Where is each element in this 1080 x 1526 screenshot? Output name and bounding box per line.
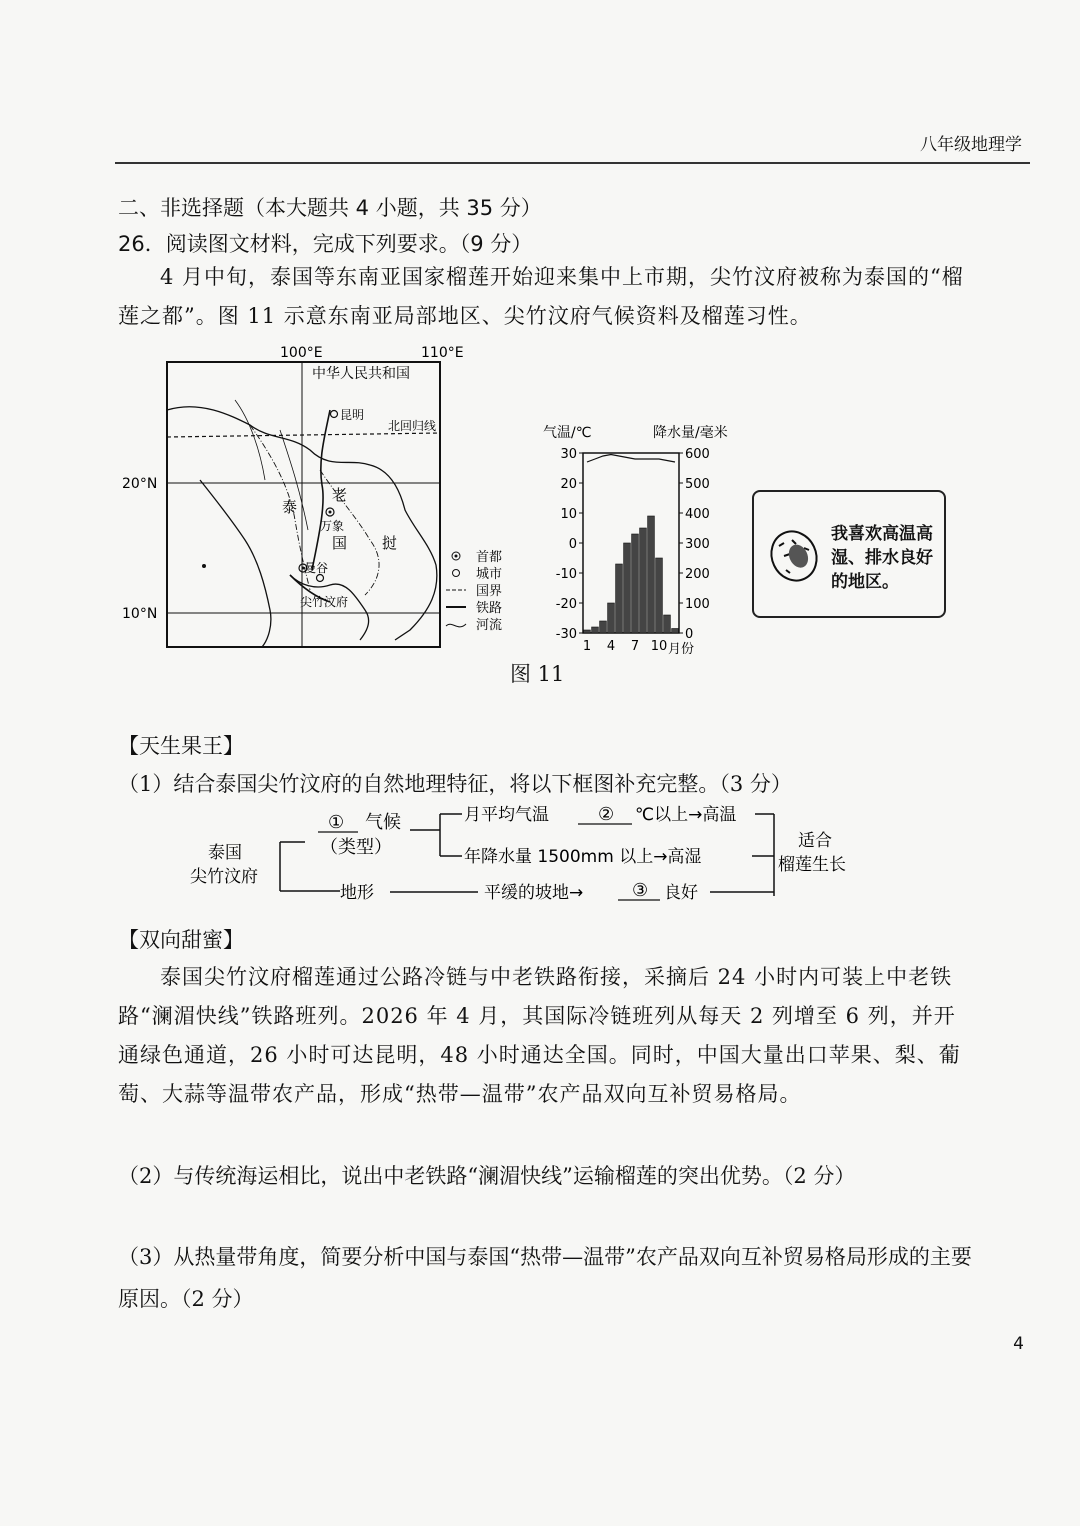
precip-bar — [600, 621, 607, 633]
y-left-tick-label: 30 — [560, 447, 577, 462]
climate-label: 气候 — [365, 812, 401, 833]
terrain-suffix: 良好 — [664, 883, 698, 903]
precip-bar — [656, 558, 663, 633]
precip-bar — [640, 528, 647, 633]
x-tick-label: 4 — [606, 639, 616, 654]
svg-text:国界: 国界 — [476, 584, 503, 599]
x-tick-label: 10 — [650, 639, 668, 654]
chanthaburi-marker — [317, 575, 324, 582]
y-left-tick-label: -10 — [555, 567, 577, 582]
precip-bar — [616, 564, 623, 633]
svg-text:城市: 城市 — [476, 567, 503, 582]
label-china: 中华人民共和国 — [312, 366, 410, 382]
label-tropic: 北回归线 — [388, 419, 437, 433]
figure-caption: 图 11 — [510, 662, 565, 686]
flow-left-2: 尖竹汶府 — [190, 867, 258, 887]
precip-bar — [632, 534, 639, 633]
precip-bar — [648, 516, 655, 633]
result-2: 榴莲生长 — [778, 855, 846, 875]
y-right-tick-label: 300 — [685, 537, 710, 552]
result-1: 适合 — [798, 831, 832, 851]
intro-paragraph: 4 月中旬，泰国等东南亚国家榴莲开始迎来集中上市期，尖竹汶府被称为泰国的“榴莲之都”。图 11 示意东南亚局部地区、尖竹汶府气候资料及榴莲习性。 — [118, 265, 964, 328]
part2-title: 【双向甜蜜】 — [118, 928, 244, 952]
page-header: 八年级地理学 — [920, 135, 1022, 155]
label-vientiane: 万象 — [320, 519, 345, 533]
label-vietnam: 挝 — [382, 534, 398, 552]
y-left-tick-label: 10 — [560, 507, 577, 522]
section-title: 二、非选择题（本大题共 4 小题，共 35 分） — [118, 196, 542, 220]
southeast-asia-map — [122, 340, 510, 660]
precip-bar — [624, 543, 631, 633]
question-1: （1）结合泰国尖竹汶府的自然地理特征，将以下框图补充完整。（3 分） — [118, 772, 792, 796]
terrain-label: 地形 — [340, 883, 374, 903]
lat-label-10: 10°N — [122, 606, 158, 622]
page-number: 4 — [1013, 1334, 1024, 1354]
y-right-tick-label: 500 — [685, 477, 710, 492]
y-left-tick-label: -20 — [555, 597, 577, 612]
header-rule — [115, 162, 1030, 164]
durian-habit-box — [752, 490, 946, 618]
y-right-tick-label: 200 — [685, 567, 710, 582]
precip-bar — [664, 615, 671, 633]
y-left-label: 气温/℃ — [543, 425, 592, 441]
plot-frame — [583, 453, 679, 633]
y-left-tick-label: -30 — [555, 627, 577, 642]
y-right-tick-label: 0 — [685, 627, 694, 642]
temperature-line — [587, 455, 675, 463]
svg-text:铁路: 铁路 — [476, 601, 503, 616]
svg-text:河流: 河流 — [476, 618, 503, 633]
climate-blank: ① — [328, 812, 345, 833]
climate-chart — [535, 420, 740, 660]
y-right-tick-label: 600 — [685, 447, 710, 462]
terrain-prefix: 平缓的坡地→ — [484, 883, 584, 903]
label-bangkok: 曼谷 — [304, 561, 329, 575]
question-26-title: 26．阅读图文材料，完成下列要求。（9 分） — [118, 232, 533, 256]
coastline-west — [200, 480, 271, 647]
rivers — [235, 400, 308, 530]
climate-sub: （类型） — [320, 837, 392, 858]
kunming-marker — [331, 411, 338, 418]
label-kunming: 昆明 — [340, 408, 365, 422]
y-right-label: 降水量/毫米 — [653, 425, 728, 441]
label-thailand: 泰 — [282, 498, 298, 516]
label-laos-2: 国 — [332, 534, 348, 552]
question-3: （3）从热量带角度，简要分析中国与泰国“热带—温带”农产品双向互补贸易格局形成的主要原因。（2 分） — [118, 1245, 972, 1311]
rain-line: 年降水量 1500mm 以上→高湿 — [464, 847, 702, 867]
flowchart — [180, 800, 880, 910]
part1-title: 【天生果王】 — [118, 734, 244, 758]
temp-line-suffix: ℃以上→高温 — [635, 805, 737, 825]
precip-bar — [672, 629, 679, 634]
map-legend — [446, 549, 502, 633]
terrain-blank: ③ — [632, 880, 649, 901]
question-2: （2）与传统海运相比，说出中老铁路“澜湄快线”运输榴莲的突出优势。（2 分） — [118, 1164, 856, 1188]
y-left-tick-label: 20 — [560, 477, 577, 492]
flow-left-1: 泰国 — [208, 843, 242, 863]
y-right-tick-label: 400 — [685, 507, 710, 522]
lon-label-100: 100°E — [280, 345, 323, 361]
y-left-tick-label: 0 — [568, 537, 577, 552]
x-tick-label: 7 — [630, 639, 640, 654]
tropic-of-cancer-line — [167, 433, 440, 437]
x-axis-label: 月份 — [668, 642, 695, 657]
precip-bar — [592, 627, 599, 633]
y-right-tick-label: 100 — [685, 597, 710, 612]
label-chanthaburi: 尖竹汶府 — [300, 595, 349, 609]
x-tick-label: 1 — [582, 639, 592, 654]
label-laos-1: 老 — [332, 486, 348, 504]
temp-line-prefix: 月平均气温 — [464, 805, 549, 825]
durian-habit-text: 我喜欢高温高湿、排水良好的地区。 — [831, 524, 933, 592]
durian-icon — [764, 526, 828, 586]
railway-line — [312, 410, 330, 570]
lat-label-20: 20°N — [122, 476, 158, 492]
lon-label-110: 110°E — [421, 345, 464, 361]
temp-blank: ② — [598, 804, 615, 825]
precip-bar — [584, 630, 591, 633]
precip-bar — [608, 603, 615, 633]
svg-text:首都: 首都 — [476, 550, 503, 565]
part2-paragraph: 泰国尖竹汶府榴莲通过公路冷链与中老铁路衔接，采摘后 24 小时内可装上中老铁路“澜湄快线”铁路班列。2026 年 4 月，其国际冷链班列从每天 2 列增至 6 列，并开通绿色通道，26 小时可达昆明，48 小时通达全国。同时，中国大量出口苹果、梨、葡萄、大蒜等温带农产品，形成“热带—温带”农产品双向互补贸易格局。 — [118, 965, 961, 1106]
